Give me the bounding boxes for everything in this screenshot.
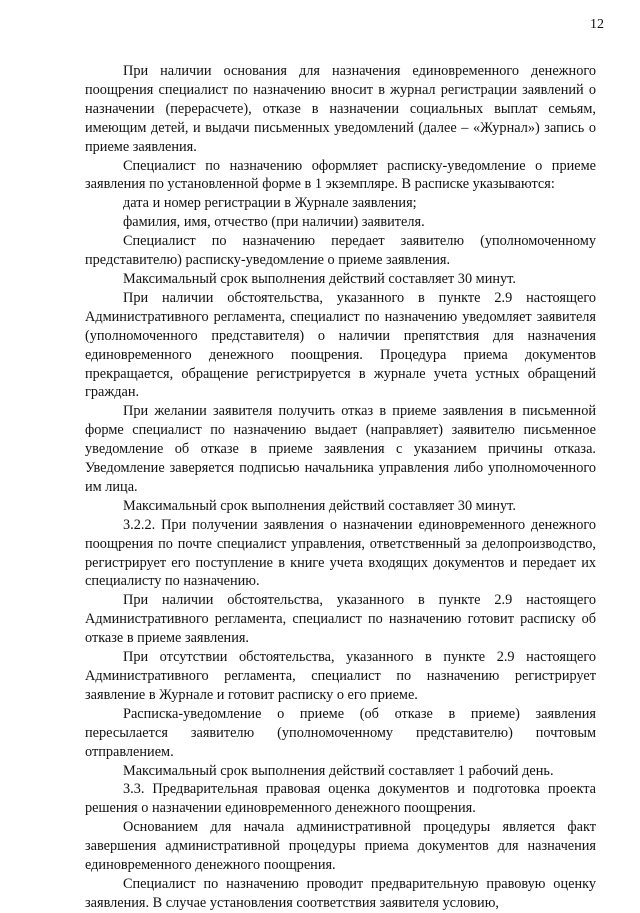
paragraph-refusal-receipt: При наличии обстоятельства, указанного в пункте 2.9 настоящего Административного регламента, специалист по назначению готовит расписку об отказе в приеме заявления. — [85, 592, 596, 647]
paragraph-3-2-2-mail-receipt: 3.2.2. При получении заявления о назначении единовременного денежного поощрения по почте специалист управления, ответственный за делопроизводство, регистрирует его поступление в книге учета входящих документов и передает их специалисту по назначению. — [85, 516, 596, 590]
document-body — [85, 62, 596, 913]
paragraph-max-time-1-day: Максимальный срок выполнения действий составляет 1 рабочий день. — [123, 762, 554, 779]
paragraph-legal-assessment: Специалист по назначению проводит предварительную правовую оценку заявления. В случае установления соответствия заявителя условию, — [85, 875, 596, 911]
paragraph-3-3-heading: 3.3. Предварительная правовая оценка документов и подготовка проекта решения о назначении единовременного денежного поощрения. — [85, 781, 596, 817]
page-number: 12 — [590, 17, 604, 32]
paragraph-postal-forwarding: Расписка-уведомление о приеме (об отказе в приеме) заявления пересылается заявителю (уполномоченному представителю) почтовым отправлением. — [85, 705, 596, 760]
paragraph-journal-entry: При наличии основания для назначения единовременного денежного поощрения специалист по назначению вносит в журнал регистрации заявлений о назначении (перерасчете), отказе в назначении социальных выплат семьям, имеющим детей, и выдачи письменных уведомлений (далее – «Журнал») запись о приеме заявления. — [85, 63, 596, 155]
paragraph-registration-receipt: При отсутствии обстоятельства, указанного в пункте 2.9 настоящего Административного регламента, специалист по назначению регистрирует заявление в Журнале и готовит расписку о его приеме. — [85, 649, 596, 703]
paragraph-receipt-form: Специалист по назначению оформляет расписку-уведомление о приеме заявления по установленной форме в 1 экземпляре. В расписке указываются: — [85, 157, 596, 193]
paragraph-written-refusal: При желании заявителя получить отказ в приеме заявления в письменной форме специалист по назначению выдает (направляет) заявителю письменное уведомление об отказе в приеме заявления с указанием причины отказа. Уведомление заверяется подписью начальника управления либо уполномоченного им лица. — [85, 403, 596, 495]
paragraph-max-time-30-min: Максимальный срок выполнения действий составляет 30 минут. — [123, 270, 516, 287]
paragraph-max-time-30-min-2: Максимальный срок выполнения действий составляет 30 минут. — [123, 497, 516, 514]
paragraph-receipt-name: фамилия, имя, отчество (при наличии) заявителя. — [123, 214, 425, 231]
paragraph-obstacle-notice: При наличии обстоятельства, указанного в пункте 2.9 настоящего Административного регламента, специалист по назначению уведомляет заявителя (уполномоченного представителя) о наличии препятствия для назначения единовременного денежного поощрения. Процедура приема документов прекращается, обращение регистрируется в журнале учета устных обращений граждан. — [85, 289, 596, 401]
paragraph-receipt-date-number: дата и номер регистрации в Журнале заявления; — [123, 195, 417, 212]
paragraph-receipt-handover: Специалист по назначению передает заявителю (уполномоченному представителю) расписку-уведомление о приеме заявления. — [85, 233, 596, 269]
paragraph-procedure-basis: Основанием для начала административной процедуры является факт завершения административной процедуры приема документов для назначения единовременного денежного поощрения. — [85, 819, 596, 874]
